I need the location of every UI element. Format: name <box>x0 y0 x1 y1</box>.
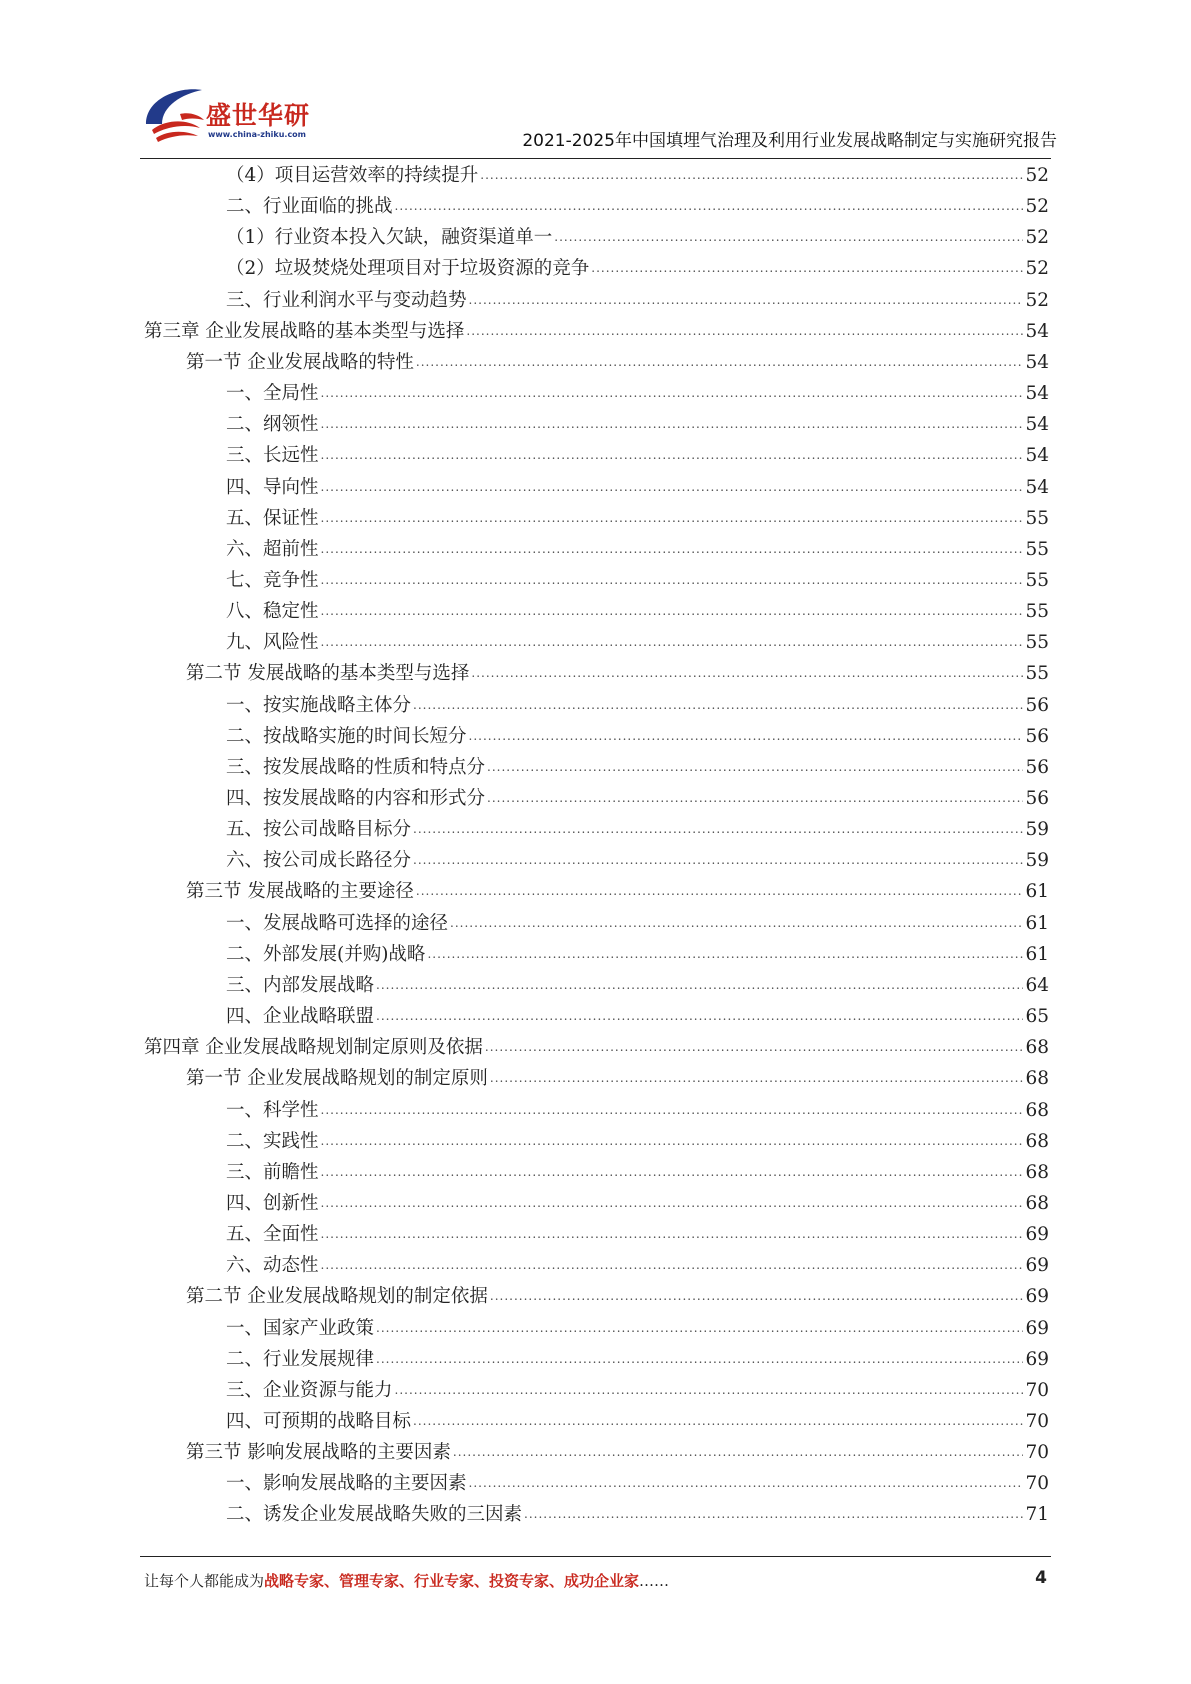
toc-leader-dots <box>413 845 1023 876</box>
toc-entry-label: 一、发展战略可选择的途径 <box>226 912 449 934</box>
toc-entry-label: 一、全局性 <box>226 383 319 405</box>
toc-entry[interactable] <box>226 160 1049 191</box>
toc-entry-page: 68 <box>1025 1037 1049 1059</box>
toc-entry-page: 68 <box>1025 1130 1049 1152</box>
toc-entry-page: 55 <box>1025 538 1049 560</box>
toc-entry-page: 54 <box>1025 414 1049 436</box>
toc-leader-dots <box>490 1063 1024 1094</box>
toc-entry-page: 54 <box>1025 383 1049 405</box>
toc-entry[interactable] <box>226 565 1049 596</box>
toc-entry-page: 61 <box>1025 943 1049 965</box>
toc-entry-page: 61 <box>1025 881 1049 903</box>
toc-entry[interactable] <box>226 627 1049 658</box>
toc-leader-dots <box>376 1313 1023 1344</box>
toc-leader-dots <box>321 534 1024 565</box>
toc-entry-label: 一、按实施战略主体分 <box>226 694 412 716</box>
toc-leader-dots <box>485 1032 1024 1063</box>
toc-entry[interactable] <box>186 1281 1049 1312</box>
toc-entry[interactable] <box>226 222 1049 253</box>
toc-leader-dots <box>487 752 1023 783</box>
page-number: 4 <box>1035 1568 1047 1588</box>
toc-entry-page: 59 <box>1025 850 1049 872</box>
toc-entry-label: 四、按发展战略的内容和形式分 <box>226 788 486 809</box>
toc-leader-dots <box>321 627 1024 658</box>
toc-leader-dots <box>427 939 1023 970</box>
toc-entry-label: 一、国家产业政策 <box>226 1317 375 1339</box>
toc-entry[interactable] <box>226 721 1049 752</box>
toc-entry-label: 四、创新性 <box>226 1192 319 1214</box>
toc-entry[interactable] <box>226 472 1049 503</box>
toc-entry[interactable] <box>226 1250 1049 1281</box>
toc-entry-label: 第一节 企业发展战略的特性 <box>186 351 414 373</box>
toc-entry-label: 一、影响发展战略的主要因素 <box>226 1473 467 1495</box>
toc-entry-label: 第二节 企业发展战略规划的制定依据 <box>186 1286 488 1308</box>
toc-entry-page: 55 <box>1025 663 1049 685</box>
logo-name: 盛世华研 <box>206 101 311 130</box>
toc-entry[interactable] <box>186 658 1049 689</box>
toc-entry-page: 55 <box>1025 632 1049 654</box>
toc-entry-label: 五、全面性 <box>226 1224 319 1246</box>
toc-entry-label: （1）行业资本投入欠缺，融资渠道单一 <box>226 227 553 249</box>
toc-entry-label: 七、竞争性 <box>226 569 319 591</box>
toc-leader-dots <box>395 191 1024 222</box>
toc-leader-dots <box>321 596 1024 627</box>
toc-entry-page: 70 <box>1025 1442 1049 1464</box>
toc-entry[interactable] <box>226 378 1049 409</box>
toc-leader-dots <box>321 503 1024 534</box>
toc-leader-dots <box>466 316 1023 347</box>
toc-entry-label: 二、外部发展(并购)战略 <box>226 943 426 965</box>
toc-entry-page: 52 <box>1025 289 1049 311</box>
toc-entry-page: 65 <box>1025 1006 1049 1028</box>
toc-entry-label: 六、超前性 <box>226 538 319 560</box>
toc-entry-page: 69 <box>1025 1224 1049 1246</box>
toc-entry-label: 五、按公司战略目标分 <box>226 819 412 841</box>
toc-entry-page: 70 <box>1025 1473 1049 1495</box>
toc-entry-label: 二、行业面临的挑战 <box>226 196 393 218</box>
toc-leader-dots <box>321 440 1024 471</box>
toc-entry-label: 第三节 发展战略的主要途径 <box>186 881 414 903</box>
toc-entry[interactable] <box>226 440 1049 471</box>
toc-entry-label: 二、诱发企业发展战略失败的三因素 <box>226 1504 523 1526</box>
toc-entry[interactable] <box>226 1188 1049 1219</box>
toc-entry-label: 二、纲领性 <box>226 414 319 436</box>
toc-leader-dots <box>554 222 1023 253</box>
toc-entry[interactable] <box>186 1063 1049 1094</box>
toc-entry-page: 54 <box>1025 445 1049 467</box>
toc-entry-page: 59 <box>1025 819 1049 841</box>
toc-entry-page: 69 <box>1025 1286 1049 1308</box>
toc-entry[interactable] <box>226 908 1049 939</box>
toc-leader-dots <box>321 1126 1024 1157</box>
toc-entry-page: 68 <box>1025 1192 1049 1214</box>
toc-leader-dots <box>321 378 1024 409</box>
toc-entry-label: 一、科学性 <box>226 1099 319 1121</box>
toc-entry-page: 69 <box>1025 1255 1049 1277</box>
toc-leader-dots <box>321 1188 1024 1219</box>
toc-entry-label: 八、稳定性 <box>226 601 319 623</box>
toc-entry-page: 54 <box>1025 351 1049 373</box>
toc-entry[interactable] <box>226 690 1049 721</box>
toc-entry[interactable] <box>226 970 1049 1001</box>
toc-leader-dots <box>469 721 1024 752</box>
toc-entry-label: 三、行业利润水平与变动趋势 <box>226 289 467 311</box>
toc-leader-dots <box>416 347 1024 378</box>
toc-entry[interactable] <box>226 503 1049 534</box>
toc-leader-dots <box>471 658 1023 689</box>
toc-entry-label: 六、按公司成长路径分 <box>226 850 412 872</box>
toc-entry[interactable] <box>226 1406 1049 1437</box>
toc-entry-label: 九、风险性 <box>226 632 319 654</box>
toc-entry-label: 三、内部发展战略 <box>226 974 375 996</box>
toc-entry[interactable] <box>226 1313 1049 1344</box>
toc-entry[interactable] <box>226 1468 1049 1499</box>
footer-highlight: 战略专家、管理专家、行业专家、投资专家、成功企业家 <box>264 1572 640 1590</box>
toc-entry-label: 四、可预期的战略目标 <box>226 1411 412 1432</box>
toc-leader-dots <box>376 1344 1023 1375</box>
toc-entry-page: 71 <box>1025 1504 1049 1526</box>
footer-prefix: 让每个人都能成为 <box>144 1572 265 1590</box>
toc-entry-page: 54 <box>1025 476 1049 498</box>
toc-entry-label: 三、企业资源与能力 <box>226 1379 393 1401</box>
toc-leader-dots <box>487 783 1023 814</box>
toc-entry-label: 二、行业发展规律 <box>226 1348 375 1370</box>
toc-entry[interactable] <box>226 253 1049 284</box>
footer-slogan <box>144 1570 669 1591</box>
toc-entry-page: 56 <box>1025 756 1049 778</box>
toc-entry-label: 六、动态性 <box>226 1255 319 1277</box>
toc-entry-label: （4）项目运营效率的持续提升 <box>226 165 479 186</box>
toc-leader-dots <box>469 285 1024 316</box>
toc-entry-page: 68 <box>1025 1161 1049 1183</box>
toc-leader-dots <box>395 1375 1024 1406</box>
toc-entry-label: 第三章 企业发展战略的基本类型与选择 <box>144 320 465 342</box>
toc-entry[interactable] <box>226 409 1049 440</box>
toc-entry-page: 52 <box>1025 227 1049 249</box>
toc-entry-page: 61 <box>1025 912 1049 934</box>
toc-entry-page: 55 <box>1025 569 1049 591</box>
toc-entry-page: 68 <box>1025 1099 1049 1121</box>
toc-leader-dots <box>321 565 1024 596</box>
toc-entry[interactable] <box>226 285 1049 316</box>
toc-entry[interactable] <box>226 1095 1049 1126</box>
toc-entry-page: 56 <box>1025 725 1049 747</box>
toc-entry-page: 69 <box>1025 1348 1049 1370</box>
toc-entry[interactable] <box>144 316 1049 347</box>
toc-leader-dots <box>490 1281 1024 1312</box>
toc-entry-label: 二、实践性 <box>226 1130 319 1152</box>
toc-entry-page: 69 <box>1025 1317 1049 1339</box>
toc-entry[interactable] <box>186 1437 1049 1468</box>
page-header <box>0 0 1191 160</box>
toc-entry[interactable] <box>226 191 1049 222</box>
toc-entry[interactable] <box>226 814 1049 845</box>
toc-entry-page: 55 <box>1025 507 1049 529</box>
toc-leader-dots <box>321 1095 1024 1126</box>
toc-entry-page: 52 <box>1025 258 1049 280</box>
toc-entry[interactable] <box>226 752 1049 783</box>
toc-entry-label: 二、按战略实施的时间长短分 <box>226 725 467 747</box>
toc-entry-page: 52 <box>1025 165 1049 186</box>
toc-entry-label: 四、企业战略联盟 <box>226 1006 375 1028</box>
toc-entry[interactable] <box>186 876 1049 907</box>
toc-entry-page: 54 <box>1025 320 1049 342</box>
toc-entry-page: 56 <box>1025 788 1049 809</box>
toc-entry[interactable] <box>226 534 1049 565</box>
report-title: 2021-2025年中国填埋气治理及利用行业发展战略制定与实施研究报告 <box>522 131 1057 151</box>
toc-entry-label: （2）垃圾焚烧处理项目对于垃圾资源的竞争 <box>226 258 590 280</box>
toc-entry-label: 第四章 企业发展战略规划制定原则及依据 <box>144 1037 483 1059</box>
toc-leader-dots <box>321 1250 1024 1281</box>
footer-divider <box>140 1556 1051 1557</box>
toc-entry-page: 70 <box>1025 1411 1049 1432</box>
toc-leader-dots <box>413 690 1023 721</box>
toc-leader-dots <box>321 1157 1024 1188</box>
toc-entry[interactable] <box>144 1032 1049 1063</box>
toc-leader-dots <box>591 253 1023 284</box>
toc-leader-dots <box>413 1406 1023 1437</box>
toc-leader-dots <box>453 1437 1024 1468</box>
toc-entry[interactable] <box>226 783 1049 814</box>
toc-leader-dots <box>416 876 1024 907</box>
toc-leader-dots <box>321 1219 1024 1250</box>
toc-entry[interactable] <box>226 1157 1049 1188</box>
toc-entry[interactable] <box>186 347 1049 378</box>
toc-entry-label: 第三节 影响发展战略的主要因素 <box>186 1442 451 1464</box>
toc-entry[interactable] <box>226 1219 1049 1250</box>
logo-url: www.china-zhiku.com <box>208 130 307 139</box>
toc-leader-dots <box>376 1001 1023 1032</box>
toc-entry[interactable] <box>226 1001 1049 1032</box>
toc-entry[interactable] <box>226 1344 1049 1375</box>
toc-entry[interactable] <box>226 845 1049 876</box>
toc-entry[interactable] <box>226 596 1049 627</box>
toc-entry-page: 68 <box>1025 1068 1049 1090</box>
toc-entry-label: 三、长远性 <box>226 445 319 467</box>
toc-leader-dots <box>450 908 1023 939</box>
toc-entry-page: 55 <box>1025 601 1049 623</box>
toc-entry-label: 四、导向性 <box>226 476 319 498</box>
toc-entry-page: 52 <box>1025 196 1049 218</box>
toc-entry[interactable] <box>226 939 1049 970</box>
toc-entry[interactable] <box>226 1499 1049 1530</box>
toc-entry-label: 第二节 发展战略的基本类型与选择 <box>186 663 470 685</box>
toc-leader-dots <box>480 160 1023 191</box>
toc-entry-label: 三、前瞻性 <box>226 1161 319 1183</box>
toc-entry-label: 三、按发展战略的性质和特点分 <box>226 756 486 778</box>
toc-entry-page: 56 <box>1025 694 1049 716</box>
toc-entry-label: 第一节 企业发展战略规划的制定原则 <box>186 1068 488 1090</box>
toc-leader-dots <box>413 814 1023 845</box>
toc-entry[interactable] <box>226 1126 1049 1157</box>
toc-entry-page: 64 <box>1025 974 1049 996</box>
toc-entry[interactable] <box>226 1375 1049 1406</box>
header-divider <box>140 158 1051 159</box>
toc-entry-label: 五、保证性 <box>226 507 319 529</box>
toc-leader-dots <box>376 970 1023 1001</box>
toc-leader-dots <box>524 1499 1023 1530</box>
toc-leader-dots <box>321 409 1024 440</box>
toc-entry-page: 70 <box>1025 1379 1049 1401</box>
toc-leader-dots <box>469 1468 1024 1499</box>
footer-suffix: …… <box>639 1572 670 1590</box>
toc-leader-dots <box>321 472 1024 503</box>
